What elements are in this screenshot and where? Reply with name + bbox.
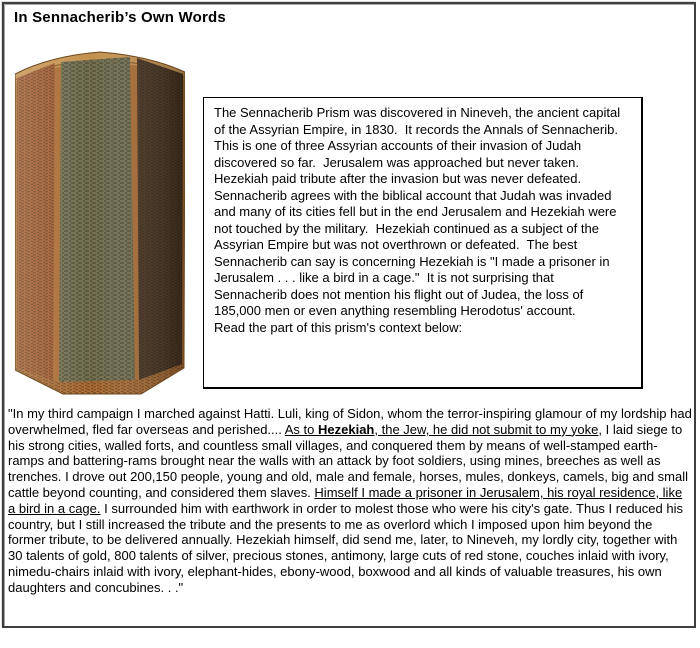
quote-segment: , I laid siege to his strong cities, walled forts, and countless small villages, and conquered them by means of well-stamped earth-ramps and battering-rams brought near the walls with an attack by foot soldiers, using mines, breeches as well as trenches. I drove out 200,150 people, young and old, male and female, horses, mules, donkeys, camels, big and small cattle beyond counting, and considered them slaves. xyxy=(8,421,689,500)
info-box xyxy=(203,97,643,389)
prism-photo xyxy=(15,50,185,400)
quote-segment: As to xyxy=(284,421,319,437)
prism-shading xyxy=(15,52,185,394)
quote-segment: , the Jew, he did not submit to my yoke xyxy=(374,421,599,437)
quote-segment: "In my third campaign I marched against Hatti. Luli, king of Sidon, whom the terror-inspiring glamour of my lordship had overwhelmed, fled far overseas and perished.... xyxy=(8,406,692,437)
quote-segment: Himself I made a prisoner in Jerusalem, his royal residence, like a bird in a cage. xyxy=(8,484,683,516)
info-box-read-more: Read the part of this prism's context below: xyxy=(214,319,463,335)
info-box-description: The Sennacherib Prism was discovered in Nineveh, the ancient capital of the Assyrian Empire, in 1830. It records the Annals of Sennacherib. This is one of three Assyrian accounts of their invasion of Judah discovered so far. Jerusalem was approached but never taken. Hezekiah paid tribute after the invasion but was never defeated. Sennacherib agrees with the biblical account that Judah was invaded and many of its cities fell but in the end Jerusalem and Hezekiah were not touched by the military. Hezekiah continued as a subject of the Assyrian Empire but was not overthrown or defeated. The best Sennacherib can say is concerning Hezekiah is "I made a prisoner in Jerusalem . . . like a bird in a cage." It is not surprising that Sennacherib does not mention his flight out of Judea, the loss of 185,000 men or even anything resembling Herodotus' account. xyxy=(214,105,625,318)
quote-segment: Hezekiah xyxy=(318,421,375,437)
quote-segment: I surrounded him with earthwork in order to molest those who were his city's gate. Thus I reduced his country, but I still increased the tribute and the presents to me as overlord which I imposed upon him beyond the former tribute, to be delivered annually. Hezekiah himself, did send me, later, to Nineveh, my lordly city, together with 30 talents of gold, 800 talents of silver, precious stones, antimony, large cuts of red stone, couches inlaid with ivory, nimedu-chairs inlaid with ivory, elephant-hides, ebony-wood, boxwood and all kinds of valuable treasures, his own daughters and concubines. . ." xyxy=(8,500,683,595)
page-title: In Sennacherib’s Own Words xyxy=(14,9,226,26)
prism-quote-paragraph xyxy=(8,406,692,596)
